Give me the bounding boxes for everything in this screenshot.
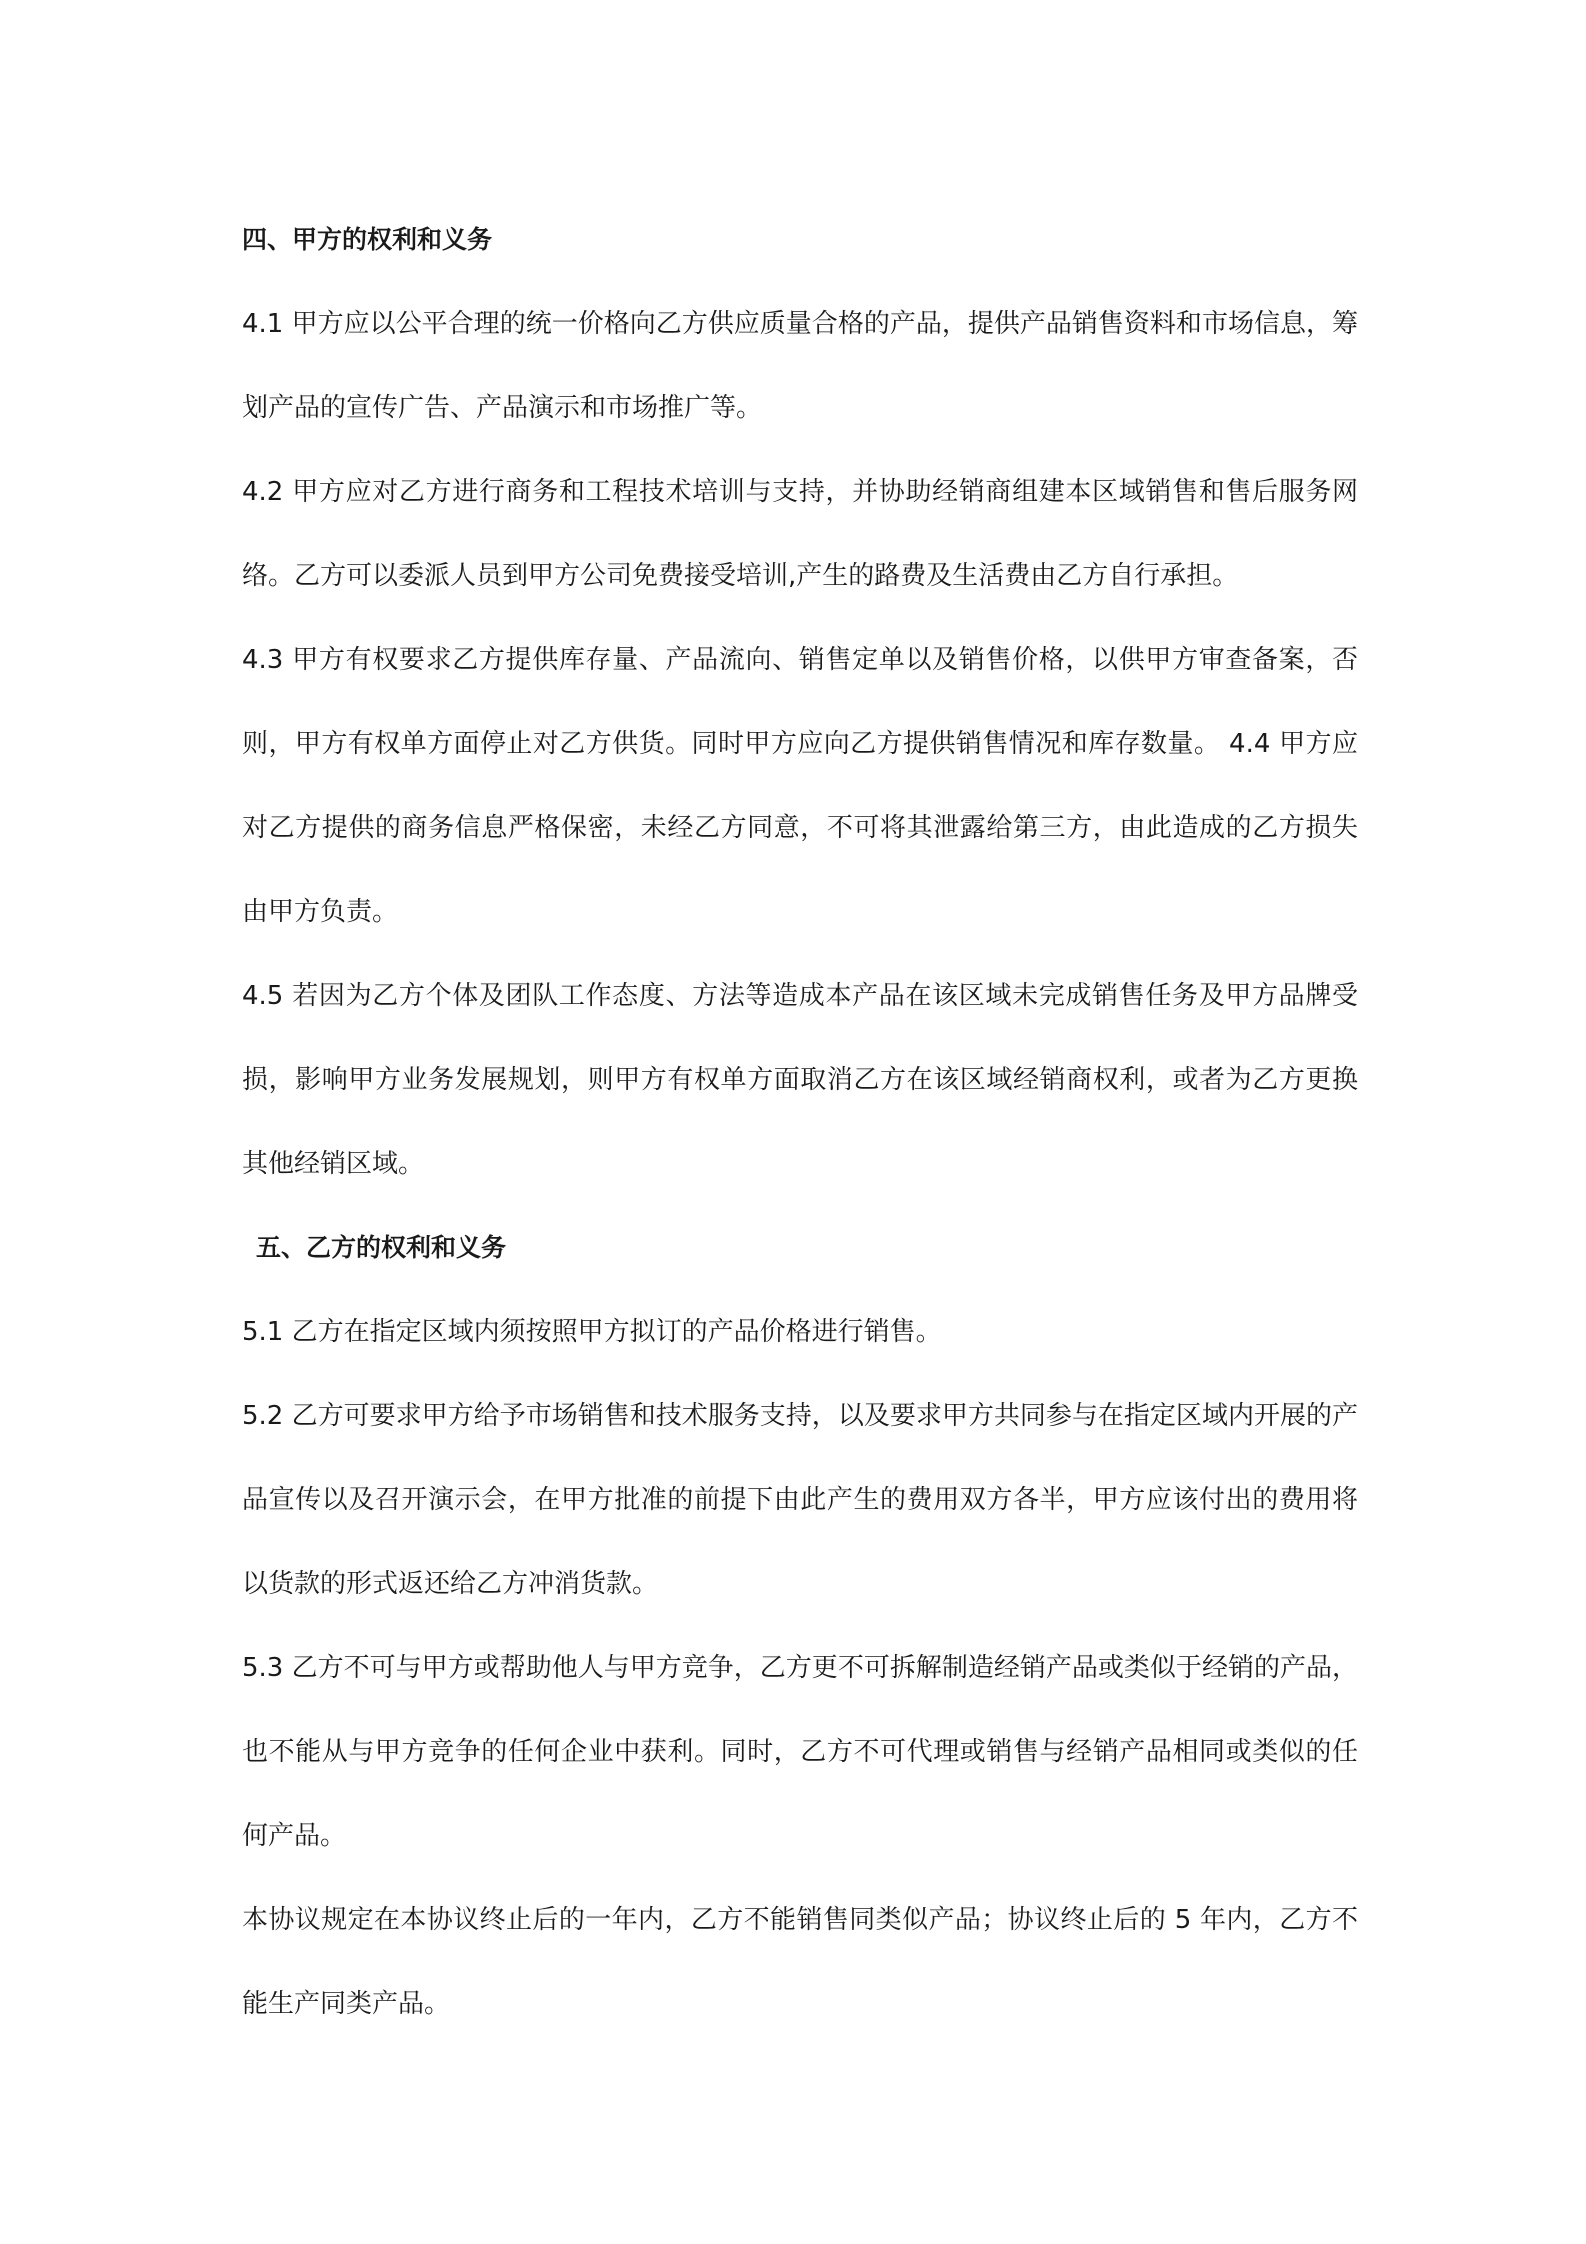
- clause-5-3: 5.3 乙方不可与甲方或帮助他人与甲方竞争，乙方更不可拆解制造经销产品或类似于经销的产品，也不能从与甲方竞争的任何企业中获利。同时，乙方不可代理或销售与经销产品相同或类似的任何产品。: [242, 1653, 1358, 1851]
- clause-5-2: 5.2 乙方可要求甲方给予市场销售和技术服务支持，以及要求甲方共同参与在指定区域内开展的产品宣传以及召开演示会，在甲方批准的前提下由此产生的费用双方各半，甲方应该付出的费用将以货款的形式返还给乙方冲消货款。: [242, 1401, 1358, 1599]
- clause-4-1: 4.1 甲方应以公平合理的统一价格向乙方供应质量合格的产品，提供产品销售资料和市场信息，筹划产品的宣传广告、产品演示和市场推广等。: [242, 309, 1358, 423]
- clause-non-compete-term: 本协议规定在本协议终止后的一年内，乙方不能销售同类似产品；协议终止后的 5 年内，乙方不能生产同类产品。: [242, 1905, 1358, 2019]
- document-body: [242, 198, 1358, 2046]
- section-4-heading: 四、甲方的权利和义务: [242, 225, 493, 254]
- clause-5-1: 5.1 乙方在指定区域内须按照甲方拟订的产品价格进行销售。: [242, 1317, 942, 1347]
- section-5-heading: 五、乙方的权利和义务: [256, 1233, 507, 1262]
- clause-4-2: 4.2 甲方应对乙方进行商务和工程技术培训与支持，并协助经销商组建本区域销售和售后服务网络。乙方可以委派人员到甲方公司免费接受培训,产生的路费及生活费由乙方自行承担。: [242, 477, 1358, 591]
- clause-4-5: 4.5 若因为乙方个体及团队工作态度、方法等造成本产品在该区域未完成销售任务及甲方品牌受损，影响甲方业务发展规划，则甲方有权单方面取消乙方在该区域经销商权利，或者为乙方更换其他经销区域。: [242, 981, 1358, 1179]
- clause-4-3-4-4: 4.3 甲方有权要求乙方提供库存量、产品流向、销售定单以及销售价格，以供甲方审查备案，否则，甲方有权单方面停止对乙方供货。同时甲方应向乙方提供销售情况和库存数量。 4.4 甲方应对乙方提供的商务信息严格保密，未经乙方同意，不可将其泄露给第三方，由此造成的乙方损失由甲方负责。: [242, 645, 1358, 927]
